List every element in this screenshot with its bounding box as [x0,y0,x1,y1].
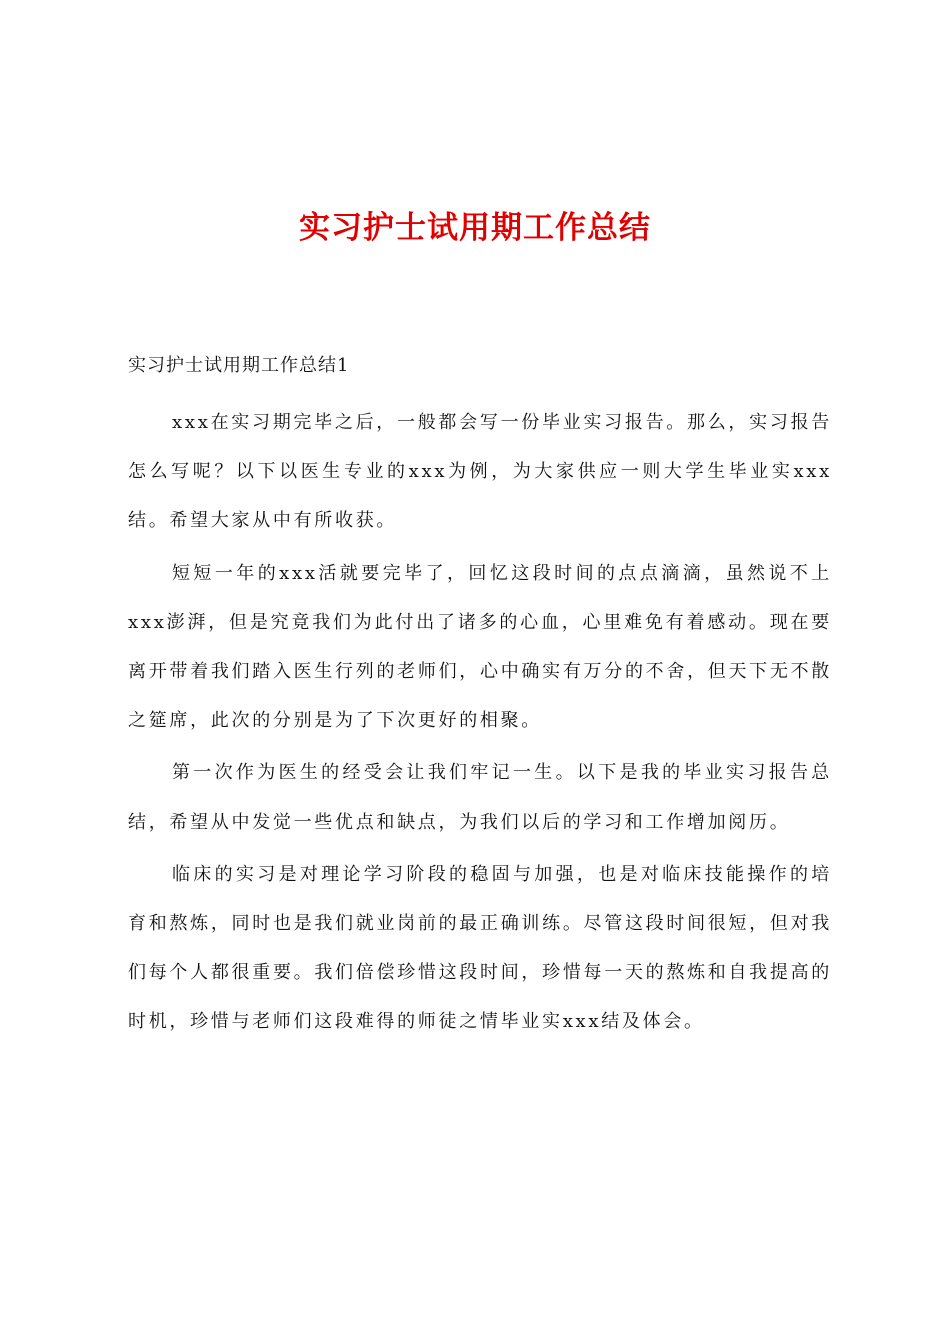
paragraph-2: 短短一年的xxx活就要完毕了，回忆这段时间的点点滴滴，虽然说不上xxx澎湃，但是究竟我们为此付出了诸多的心血，心里难免有着感动。现在要离开带着我们踏入医生行列的老师们，心中确实有万分的不舍，但天下无不散之筵席，此次的分别是为了下次更好的相聚。 [128,562,832,732]
section-heading: 实习护士试用期工作总结1 [128,355,350,376]
paragraph-4: 临床的实习是对理论学习阶段的稳固与加强，也是对临床技能操作的培育和熬炼，同时也是我们就业岗前的最正确训练。尽管这段时间很短，但对我们每个人都很重要。我们倍偿珍惜这段时间，珍惜每一天的熬炼和自我提高的时机，珍惜与老师们这段难得的师徒之情毕业实xxx结及体会。 [128,863,832,1033]
paragraph-1: xxx在实习期完毕之后，一般都会写一份毕业实习报告。那么，实习报告怎么写呢？以下以医生专业的xxx为例，为大家供应一则大学生毕业实xxx结。希望大家从中有所收获。 [128,412,832,532]
paragraph-3: 第一次作为医生的经受会让我们牢记一生。以下是我的毕业实习报告总结，希望从中发觉一些优点和缺点，为我们以后的学习和工作增加阅历。 [128,762,832,833]
document-body [128,398,832,1050]
document-title: 实习护士试用期工作总结 [299,210,651,246]
